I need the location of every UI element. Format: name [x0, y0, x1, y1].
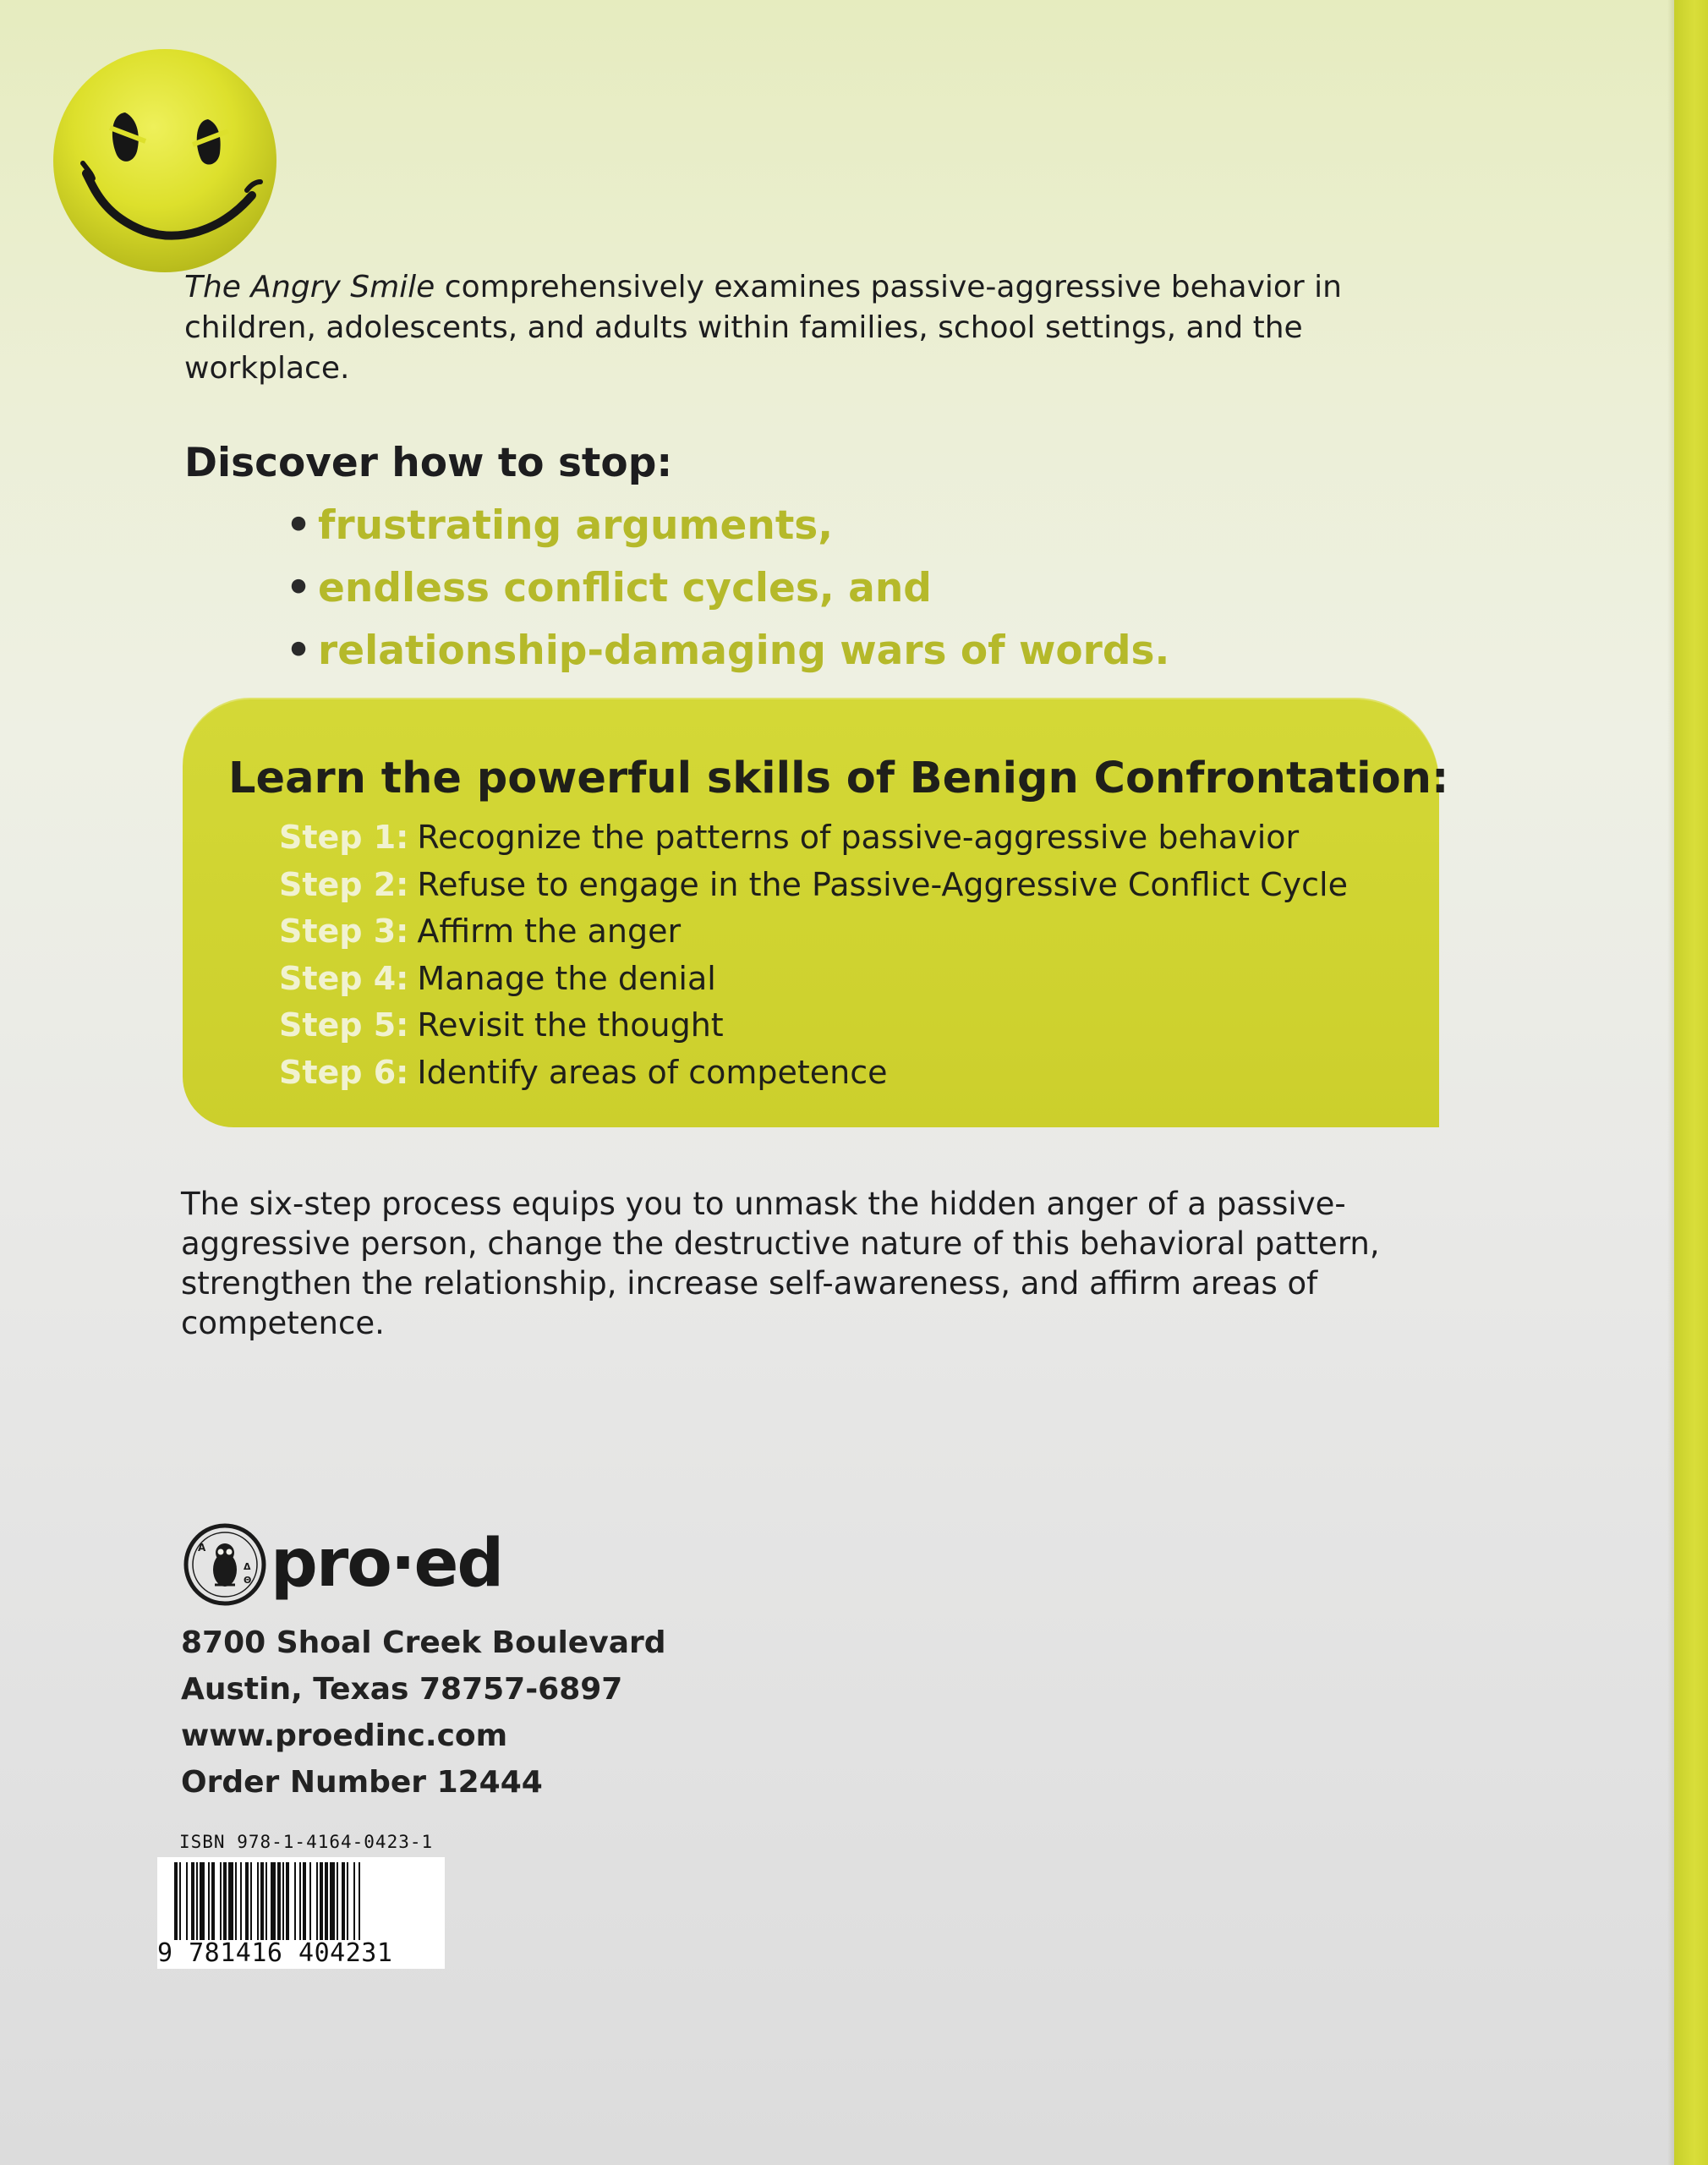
barcode-bar	[208, 1862, 210, 1940]
barcode-bar	[240, 1862, 242, 1940]
barcode-bar	[223, 1862, 227, 1940]
step-label: Step 3:	[279, 913, 409, 950]
address-line: Austin, Texas 78757-6897	[181, 1672, 623, 1707]
barcode-bar	[316, 1862, 318, 1940]
barcode-bar	[200, 1862, 205, 1940]
barcode-bars	[174, 1862, 436, 1940]
book-title: The Angry Smile	[184, 270, 435, 304]
barcode-bar	[299, 1862, 301, 1940]
owl-seal-icon	[183, 1522, 267, 1607]
step-item	[279, 1002, 1348, 1050]
step-text: Affirm the anger	[417, 913, 682, 950]
step-item	[279, 814, 1348, 862]
barcode-bar	[347, 1862, 348, 1940]
barcode-bar	[271, 1862, 276, 1940]
barcode-bar	[196, 1862, 198, 1940]
step-item	[279, 1050, 1348, 1097]
website-text: www.proedinc.com	[181, 1718, 508, 1753]
seal-letter: A	[198, 1542, 206, 1554]
step-text: Refuse to engage in the Passive-Aggressive Conflict Cycle	[417, 865, 1348, 903]
barcode-bar	[235, 1862, 237, 1940]
barcode-bar	[282, 1862, 284, 1940]
intro-text: comprehensively examines passive-aggressive behavior in children, adolescents, and adults within families, school settings, and the workplace.	[184, 270, 1342, 386]
list-item	[286, 557, 1169, 620]
spine-shadow	[1667, 0, 1674, 2165]
angry-smiley-icon	[51, 47, 279, 275]
barcode-bar	[309, 1862, 311, 1940]
barcode-bar	[277, 1862, 281, 1940]
bullet-icon: •	[286, 628, 312, 674]
barcode-bar	[228, 1862, 233, 1940]
publisher-logo	[183, 1522, 504, 1607]
barcode-bar	[179, 1862, 181, 1940]
step-text: Recognize the patterns of passive-aggressive behavior	[417, 819, 1300, 856]
barcode-bar	[186, 1862, 188, 1940]
barcode-bar	[250, 1862, 252, 1940]
barcode-bar	[174, 1862, 178, 1940]
list-item	[286, 495, 1169, 557]
isbn-label: ISBN 978-1-4164-0423-1	[179, 1832, 434, 1852]
address-line: 8700 Shoal Creek Boulevard	[181, 1625, 666, 1660]
barcode-bar	[220, 1862, 222, 1940]
list-item	[286, 620, 1169, 682]
seal-letter: Δ	[244, 1561, 251, 1572]
intro-paragraph	[184, 267, 1470, 389]
barcode-bar	[359, 1862, 360, 1940]
barcode-digits: 9 781416 404231	[157, 1938, 393, 1968]
step-text: Revisit the thought	[417, 1006, 724, 1044]
barcode-bar	[211, 1862, 215, 1940]
publisher-address	[181, 1620, 666, 1806]
list-item-text: frustrating arguments,	[318, 502, 834, 549]
barcode-bar	[286, 1862, 289, 1940]
barcode-bar	[330, 1862, 335, 1940]
list-item-text: endless conflict cycles, and	[318, 565, 932, 611]
outro-paragraph: The six-step process equips you to unmask the hidden anger of a passive-aggressive person, change the destructive nature of this behavioral pattern, strengthen the relationship, increase self-awareness, and affirm areas of competence.	[181, 1186, 1380, 1341]
barcode-bar	[353, 1862, 355, 1940]
step-item	[279, 862, 1348, 909]
stop-list	[286, 495, 1169, 682]
barcode-bar	[303, 1862, 306, 1940]
order-number: Order Number 12444	[181, 1765, 543, 1800]
step-item	[279, 956, 1348, 1003]
bullet-icon: •	[286, 502, 312, 549]
step-label: Step 5:	[279, 1006, 409, 1044]
step-label: Step 4:	[279, 959, 409, 997]
barcode-bar	[320, 1862, 323, 1940]
publisher-name: pro·ed	[271, 1526, 503, 1602]
barcode-bar	[257, 1862, 259, 1940]
list-item-text: relationship-damaging wars of words.	[318, 628, 1170, 674]
step-label: Step 6:	[279, 1053, 409, 1091]
barcode-bar	[191, 1862, 194, 1940]
step-text: Identify areas of competence	[417, 1053, 888, 1091]
barcode-bar	[245, 1862, 249, 1940]
step-item	[279, 908, 1348, 956]
barcode-bar	[266, 1862, 267, 1940]
step-label: Step 1:	[279, 819, 409, 856]
steps-list	[279, 814, 1348, 1096]
spine-strip	[1674, 0, 1708, 2165]
barcode	[157, 1857, 445, 1969]
barcode-bar	[342, 1862, 345, 1940]
barcode-bar	[294, 1862, 296, 1940]
seal-letter: Θ	[244, 1575, 252, 1586]
bullet-icon: •	[286, 565, 312, 611]
barcode-bar	[260, 1862, 264, 1940]
step-label: Step 2:	[279, 865, 409, 903]
step-text: Manage the denial	[417, 959, 716, 997]
skills-title: Learn the powerful skills of Benign Confrontation:	[228, 754, 1449, 803]
barcode-bar	[325, 1862, 328, 1940]
barcode-bar	[337, 1862, 338, 1940]
discover-heading: Discover how to stop:	[184, 440, 673, 486]
